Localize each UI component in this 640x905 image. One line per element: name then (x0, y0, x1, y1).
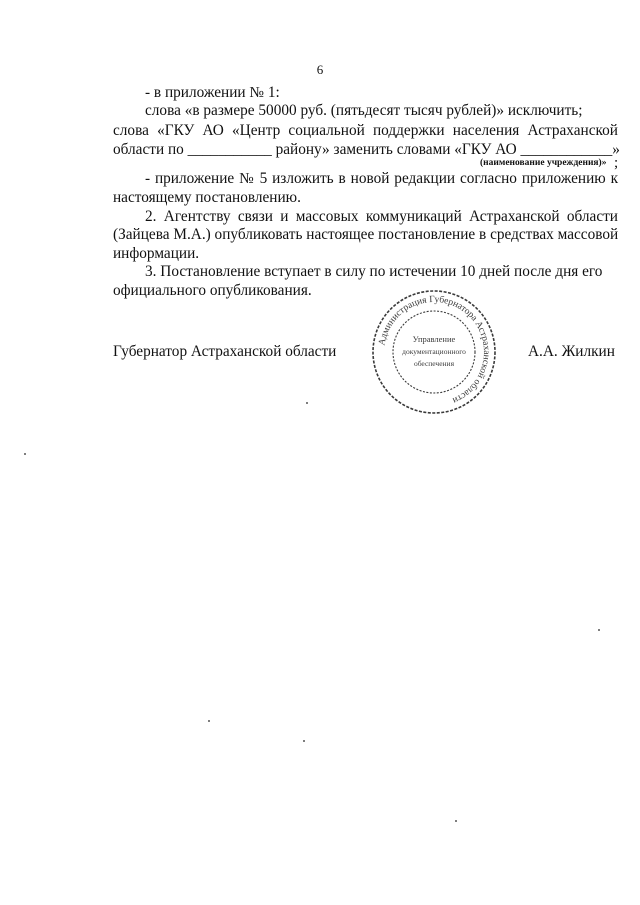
institution-name-caption: (наименование учреждения)» (480, 158, 607, 168)
stamp-inner-line-1: Управление (412, 334, 456, 344)
scan-speck (306, 402, 308, 404)
scan-speck (24, 453, 26, 455)
scan-speck (208, 720, 210, 722)
text-line-words-center: слова «ГКУ АО «Центр социальной поддержки населения Астраханской (113, 122, 618, 139)
text-line-information: информации. (113, 245, 200, 262)
scan-speck (303, 740, 305, 742)
official-stamp (370, 288, 498, 416)
text-line-resolution: настоящему постановлению. (113, 189, 301, 206)
page-number: 6 (316, 62, 324, 77)
text-line-words-excluded: слова «в размере 50000 руб. (пятьдесят тысяч рублей)» исключить; (145, 102, 583, 119)
text-line-official-publication: официального опубликования. (113, 282, 312, 299)
text-line-appendix-5: - приложение № 5 изложить в новой редакции согласно приложению к (145, 170, 618, 187)
scan-speck (598, 629, 600, 631)
stamp-outer-text: Администрация Губернатора Астраханской области (377, 294, 492, 406)
stamp-inner-line-3: обеспечения (413, 359, 455, 368)
scan-speck (455, 820, 457, 822)
text-line-agency: 2. Агентству связи и массовых коммуникаций Астраханской области (145, 208, 618, 225)
text-line-effective: 3. Постановление вступает в силу по истечении 10 дней после дня его (145, 263, 603, 280)
caption-semicolon: ; (614, 155, 619, 171)
text-line-region-replace: области по ___________ району» заменить словами «ГКУ АО ____________» (113, 141, 620, 158)
signatory-name: А.А. Жилкин (528, 343, 615, 360)
text-line-publish: (Зайцева М.А.) опубликовать настоящее постановление в средствах массовой (113, 226, 619, 243)
stamp-inner-line-2: документационного (402, 347, 466, 356)
signatory-position: Губернатор Астраханской области (113, 343, 337, 360)
text-line-appendix-1: - в приложении № 1: (145, 84, 280, 101)
